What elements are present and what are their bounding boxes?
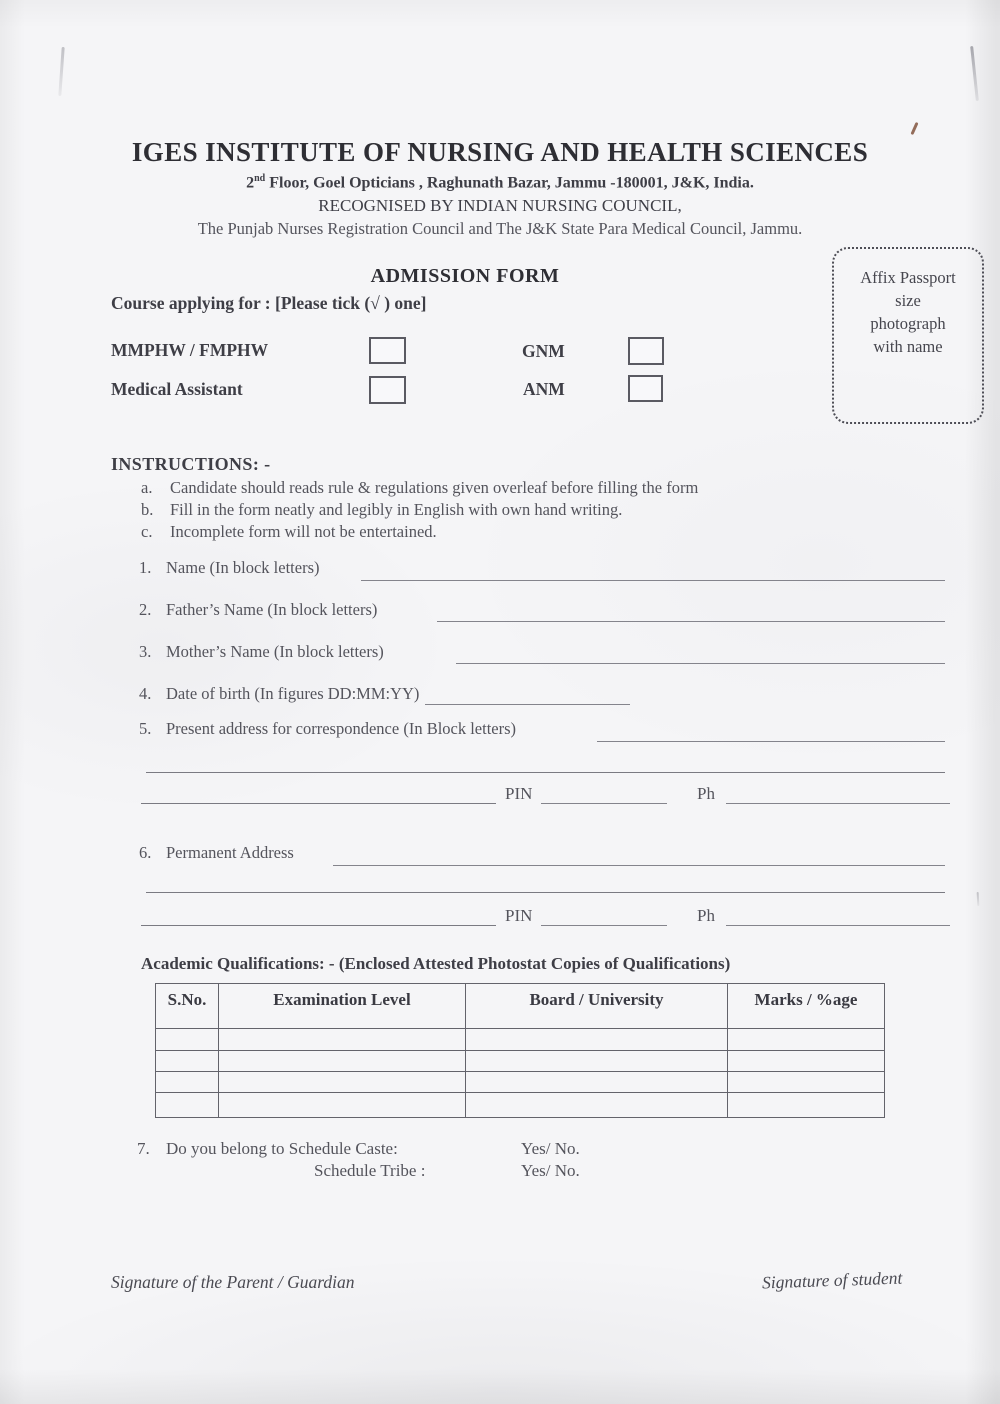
table-header-marks: Marks / %age [728, 984, 885, 1029]
field-3-label: Mother’s Name (In block letters) [166, 642, 384, 661]
course-checkbox-anm[interactable] [628, 375, 663, 402]
table-header-sno: S.No. [156, 984, 219, 1029]
photo-box-text: Affix Passport [860, 268, 956, 287]
qualification-cell[interactable] [466, 1072, 728, 1093]
qualification-cell[interactable] [219, 1093, 466, 1118]
address-number: 2 [246, 174, 255, 192]
pen-mark [58, 47, 64, 96]
present-address-write-line[interactable] [141, 803, 496, 804]
qualification-cell[interactable] [728, 1051, 885, 1072]
field-4-label: Date of birth (In figures DD:MM:YY) [166, 684, 420, 703]
qualification-cell[interactable] [728, 1029, 885, 1051]
present-address-write-line[interactable] [146, 772, 945, 773]
course-label-medical-assistant: Medical Assistant [111, 379, 243, 399]
ph-label: Ph [697, 784, 715, 803]
instruction-key: a. [141, 478, 153, 497]
course-label-mmphw: MMPHW / FMPHW [111, 340, 269, 360]
field-1-label: Name (In block letters) [166, 558, 320, 577]
field-2-label: Father’s Name (In block letters) [166, 600, 378, 619]
qualification-cell[interactable] [219, 1029, 466, 1051]
fathers-name-write-line[interactable] [437, 621, 945, 622]
academic-heading: Academic Qualifications: - (Enclosed Attested Photostat Copies of Qualifications) [141, 954, 731, 973]
field-5-label: Present address for correspondence (In Block letters) [166, 719, 517, 738]
instruction-text: Incomplete form will not be entertained. [170, 522, 437, 541]
instruction-text: Candidate should reads rule & regulations given overleaf before filling the form [170, 478, 699, 497]
qualification-cell[interactable] [466, 1051, 728, 1072]
qualification-cell[interactable] [728, 1072, 885, 1093]
dob-write-line[interactable] [425, 704, 630, 705]
schedule-caste-label: Do you belong to Schedule Caste: [166, 1139, 398, 1158]
pen-mark [977, 892, 980, 906]
photo-box-text: photograph [870, 314, 946, 333]
ink-speck [910, 122, 918, 135]
qualification-cell[interactable] [219, 1051, 466, 1072]
field-3-number: 3. [139, 642, 152, 661]
student-signature-label: Signature of student [761, 1267, 903, 1293]
instruction-key: c. [141, 522, 153, 541]
address-text: Floor, Goel Opticians , Raghunath Bazar, Jammu -180001, J&K, India. [265, 174, 754, 192]
question-7-number: 7. [137, 1139, 150, 1158]
councils-line: The Punjab Nurses Registration Council and The J&K State Para Medical Council, Jammu. [197, 219, 803, 238]
parent-signature-label: Signature of the Parent / Guardian [111, 1272, 355, 1292]
field-5-number: 5. [139, 719, 152, 738]
qualification-cell[interactable] [156, 1029, 219, 1051]
ph-label: Ph [697, 906, 715, 925]
permanent-ph-write-line[interactable] [726, 925, 950, 926]
schedule-tribe-label: Schedule Tribe : [314, 1161, 426, 1180]
course-checkbox-mmphw[interactable] [369, 337, 406, 364]
course-label-anm: ANM [523, 379, 565, 399]
instructions-heading: INSTRUCTIONS: - [111, 454, 271, 474]
address-ordinal: nd [254, 173, 266, 184]
present-address-write-line[interactable] [597, 741, 945, 742]
qualification-cell[interactable] [156, 1051, 219, 1072]
institute-name: IGES INSTITUTE OF NURSING AND HEALTH SCIENCES [131, 137, 869, 167]
course-prompt: Course applying for : [Please tick (√ ) one] [111, 293, 427, 313]
permanent-pin-write-line[interactable] [541, 925, 667, 926]
qualification-cell[interactable] [156, 1093, 219, 1118]
form-title: ADMISSION FORM [370, 265, 560, 287]
schedule-caste-answer[interactable]: Yes/ No. [521, 1139, 580, 1158]
course-checkbox-medical-assistant[interactable] [369, 376, 406, 404]
course-label-gnm: GNM [522, 341, 565, 361]
photo-box-text: with name [873, 337, 943, 356]
field-6-number: 6. [139, 843, 152, 862]
field-6-label: Permanent Address [166, 843, 294, 862]
qualifications-table [155, 983, 885, 1118]
mothers-name-write-line[interactable] [456, 663, 945, 664]
institute-address [0, 173, 1000, 192]
qualification-cell[interactable] [466, 1093, 728, 1118]
permanent-address-write-line[interactable] [146, 892, 945, 893]
table-header-examination-level: Examination Level [219, 984, 466, 1029]
present-ph-write-line[interactable] [726, 803, 950, 804]
photo-box-text: size [895, 291, 921, 310]
permanent-address-write-line[interactable] [333, 865, 945, 866]
field-2-number: 2. [139, 600, 152, 619]
qualification-cell[interactable] [466, 1029, 728, 1051]
qualification-cell[interactable] [156, 1072, 219, 1093]
recognition-line: RECOGNISED BY INDIAN NURSING COUNCIL, [318, 196, 682, 215]
present-pin-write-line[interactable] [541, 803, 667, 804]
table-header-board-university: Board / University [466, 984, 728, 1029]
schedule-tribe-answer[interactable]: Yes/ No. [521, 1161, 580, 1180]
pin-label: PIN [505, 906, 533, 925]
instruction-key: b. [141, 500, 154, 519]
course-checkbox-gnm[interactable] [628, 337, 664, 365]
pin-label: PIN [505, 784, 533, 803]
qualification-cell[interactable] [219, 1072, 466, 1093]
instruction-text: Fill in the form neatly and legibly in English with own hand writing. [170, 500, 623, 519]
pen-mark [970, 46, 979, 101]
name-write-line[interactable] [361, 580, 945, 581]
field-1-number: 1. [139, 558, 152, 577]
field-4-number: 4. [139, 684, 152, 703]
permanent-address-write-line[interactable] [141, 925, 496, 926]
qualification-cell[interactable] [728, 1093, 885, 1118]
